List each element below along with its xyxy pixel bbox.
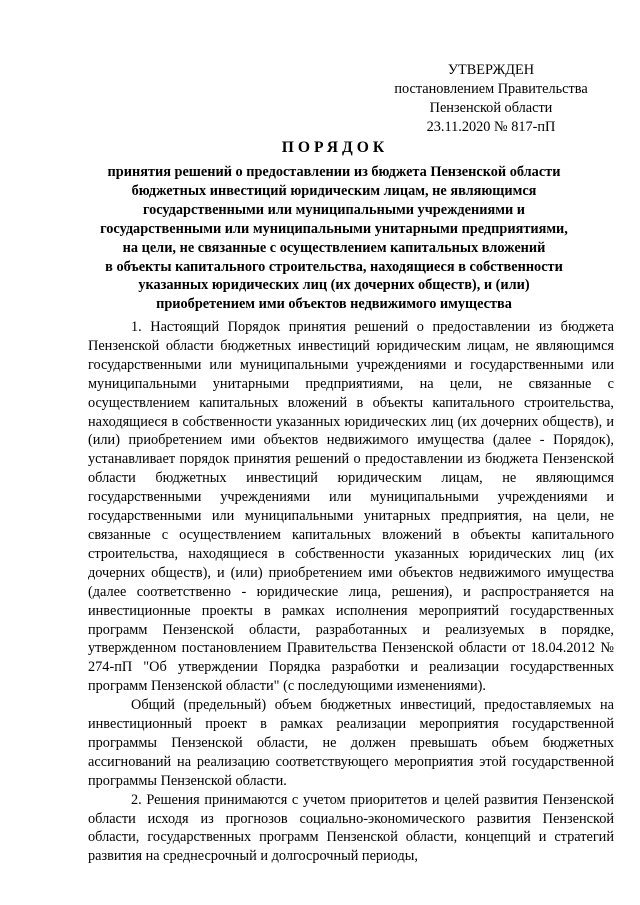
heading-line: государственными или муниципальными учреждениями и [142, 201, 526, 218]
approval-act: постановлением Правительства [394, 81, 588, 97]
heading-line: бюджетных инвестиций юридическим лицам, не являющимся [131, 182, 537, 199]
paragraph: 1. Настоящий Порядок принятия решений о предоставлении из бюджета Пензенской области бюджетных инвестиций юридическим лицам, не являющимся государственными или муниципальными учреждениями и государственными или муниципальными унитарными предприятиями, на цели, не связанные с осуществлением капитальных вложений в объекты капитального строительства, находящиеся в собственности указанных юридических лиц (их дочерних обществ), и (или) приобретением ими объектов недвижимого имущества (далее - Порядок), устанавливает порядок принятия решений о предоставлении из бюджета Пензенской области бюджетных инвестиций юридическим лицам, не являющимся государственными учреждениями или муниципальными учреждениями и государственными или муниципальными унитарных предприятия, на цели, не связанные с осуществлением капитальных вложений в объекты капитального строительства, находящиеся в собственности указанных юридических лиц (их дочерних обществ), и (или) приобретением ими объектов недвижимого имущества (далее соответственно - юридические лица, решения), и распространяется на инвестиционные проекты в рамках исполнения мероприятий государственных программ Пензенской области, разработанных и реализуемых в порядке, утвержденном постановлением Правительства Пензенской области от 18.04.2012 № 274-пП "Об утверждении Порядка разработки и реализации государственных программ Пензенской области" (с последующими изменениями). [88, 319, 614, 695]
heading-line: принятия решений о предоставлении из бюджета Пензенской области [107, 164, 561, 180]
approval-status: УТВЕРЖДЕН [447, 62, 535, 78]
document-title: ПОРЯДОК [281, 139, 389, 156]
document-body [88, 318, 614, 866]
approval-date-number: 23.11.2020 № 817-пП [426, 119, 556, 135]
paragraph: Общий (предельный) объем бюджетных инвестиций, предоставляемых на инвестиционный проект в рамках реализации мероприятия государственной программы Пензенской области, не должен превышать объем бюджетных ассигнований на реализацию соответствующего мероприятия этой государственной программы Пензенской области. [88, 697, 614, 789]
approval-stamp [376, 61, 606, 137]
heading-line: на цели, не связанные с осуществлением капитальных вложений [122, 239, 546, 256]
heading-line: указанных юридических лиц (их дочерних обществ), и (или) [138, 277, 530, 294]
heading-line: в объекты капитального строительства, находящиеся в собственности [105, 258, 563, 275]
heading-line: государственными или муниципальными унитарными предприятиями, [100, 220, 568, 237]
heading-line: приобретением ими объектов недвижимого имущества [156, 296, 512, 313]
paragraph: 2. Решения принимаются с учетом приоритетов и целей развития Пензенской области исходя из прогнозов социально-экономического развития Пензенской области, государственных программ Пензенской области, концепций и стратегий развития на среднесрочный и долгосрочный периоды, [88, 791, 614, 865]
approval-region: Пензенской области [429, 100, 553, 116]
document-heading [60, 163, 608, 314]
